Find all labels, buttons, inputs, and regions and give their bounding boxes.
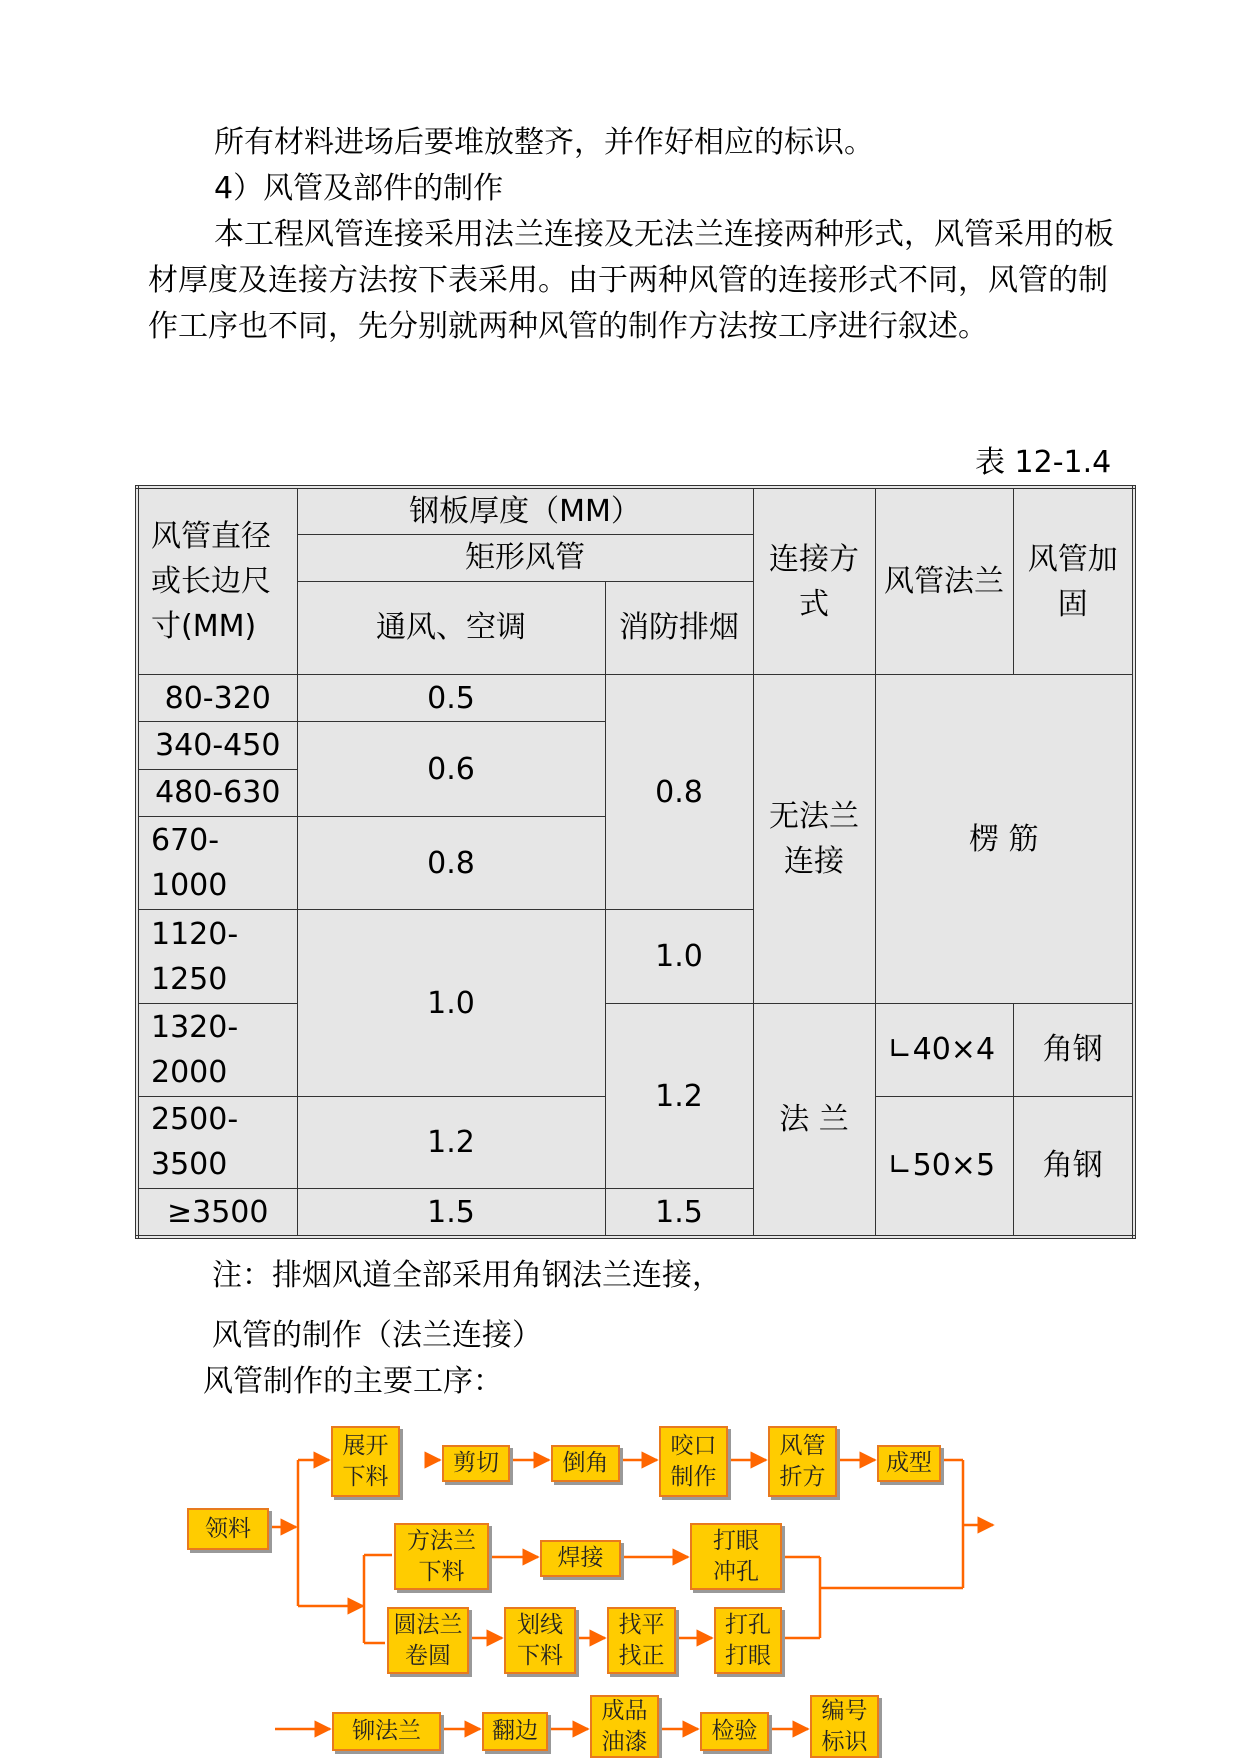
header-flange: 风管法兰: [875, 487, 1013, 675]
process-heading: 风管制作的主要工序：: [203, 1364, 503, 1399]
header-smoke: 消防排烟: [605, 581, 753, 675]
step-cut: 剪切: [442, 1445, 510, 1482]
connection-cell: 无法兰连接: [753, 675, 875, 1004]
step-chamfer: 倒角: [551, 1445, 620, 1482]
step-inspect: 检验: [700, 1712, 769, 1751]
vent-thickness-cell: 1.0: [297, 910, 605, 1096]
header-rect-duct: 矩形风管: [297, 535, 753, 581]
header-size: 风管直径或长边尺寸(MM): [137, 487, 297, 675]
step-fold: 风管 折方: [768, 1426, 837, 1497]
table-note: 注：排烟风道全部采用角钢法兰连接，: [212, 1258, 722, 1293]
header-ventilation: 通风、空调: [297, 581, 605, 675]
step-mark-cut: 划线 下料: [504, 1607, 576, 1674]
vent-thickness-cell: 1.2: [297, 1096, 605, 1189]
size-cell: 340-450: [137, 722, 297, 769]
duct-spec-table: [135, 485, 1136, 1239]
step-receive-material: 领料: [187, 1508, 269, 1550]
size-cell: 670-1000: [137, 816, 297, 910]
step-hole-drill: 打孔 打眼: [714, 1607, 782, 1674]
reinforce-cell: 角钢: [1013, 1096, 1134, 1237]
step-seam: 咬口 制作: [659, 1426, 728, 1497]
step-level-straighten: 找平 找正: [607, 1607, 676, 1674]
vent-thickness-cell: 0.6: [297, 722, 605, 817]
header-connection: 连接方式: [753, 487, 875, 675]
step-rivet-flange: 铆法兰: [332, 1712, 441, 1751]
rib-cell: 楞 筋: [875, 675, 1134, 1004]
intro-line: 所有材料进场后要堆放整齐，并作好相应的标识。: [214, 125, 874, 160]
step-square-flange: 方法兰 下料: [394, 1523, 489, 1590]
flange-cell: ∟40×4: [875, 1004, 1013, 1097]
header-reinforce: 风管加固: [1013, 487, 1134, 675]
step-form: 成型: [877, 1445, 941, 1482]
reinforce-cell: 角钢: [1013, 1004, 1134, 1097]
vent-thickness-cell: 0.8: [297, 816, 605, 910]
table-caption: 表 12-1.4: [975, 445, 1112, 480]
intro-paragraph: 本工程风管连接采用法兰连接及无法兰连接两种形式，风管采用的板材厚度及连接方法按下表采用。由于两种风管的连接形式不同，风管的制作工序也不同，先分别就两种风管的制作方法按工序进行叙述。: [148, 217, 1114, 344]
connection-cell: 法 兰: [753, 1004, 875, 1237]
smoke-thickness-cell: 1.0: [605, 910, 753, 1004]
sub-heading: 风管的制作（法兰连接）: [212, 1318, 542, 1353]
size-cell: 1320-2000: [137, 1004, 297, 1097]
size-cell: 2500-3500: [137, 1096, 297, 1189]
vent-thickness-cell: 1.5: [297, 1189, 605, 1237]
section-title: 4）风管及部件的制作: [214, 171, 504, 206]
flange-cell: ∟50×5: [875, 1096, 1013, 1237]
size-cell: 1120-1250: [137, 910, 297, 1004]
size-cell: 480-630: [137, 769, 297, 816]
step-round-flange: 圆法兰 卷圆: [387, 1607, 469, 1674]
smoke-thickness-cell: 0.8: [605, 675, 753, 910]
step-number-label: 编号 标识: [810, 1695, 879, 1758]
step-flange-edge: 翻边: [482, 1712, 548, 1751]
smoke-thickness-cell: 1.5: [605, 1189, 753, 1237]
header-thickness: 钢板厚度（MM）: [297, 487, 753, 535]
step-weld: 焊接: [540, 1540, 621, 1577]
step-unfold-blank: 展开 下料: [331, 1426, 400, 1497]
step-drill-punch: 打眼 冲孔: [690, 1523, 782, 1590]
size-cell: ≥3500: [137, 1189, 297, 1237]
step-paint: 成品 油漆: [590, 1695, 659, 1758]
smoke-thickness-cell: 1.2: [605, 1004, 753, 1189]
vent-thickness-cell: 0.5: [297, 675, 605, 722]
size-cell: 80-320: [137, 675, 297, 722]
